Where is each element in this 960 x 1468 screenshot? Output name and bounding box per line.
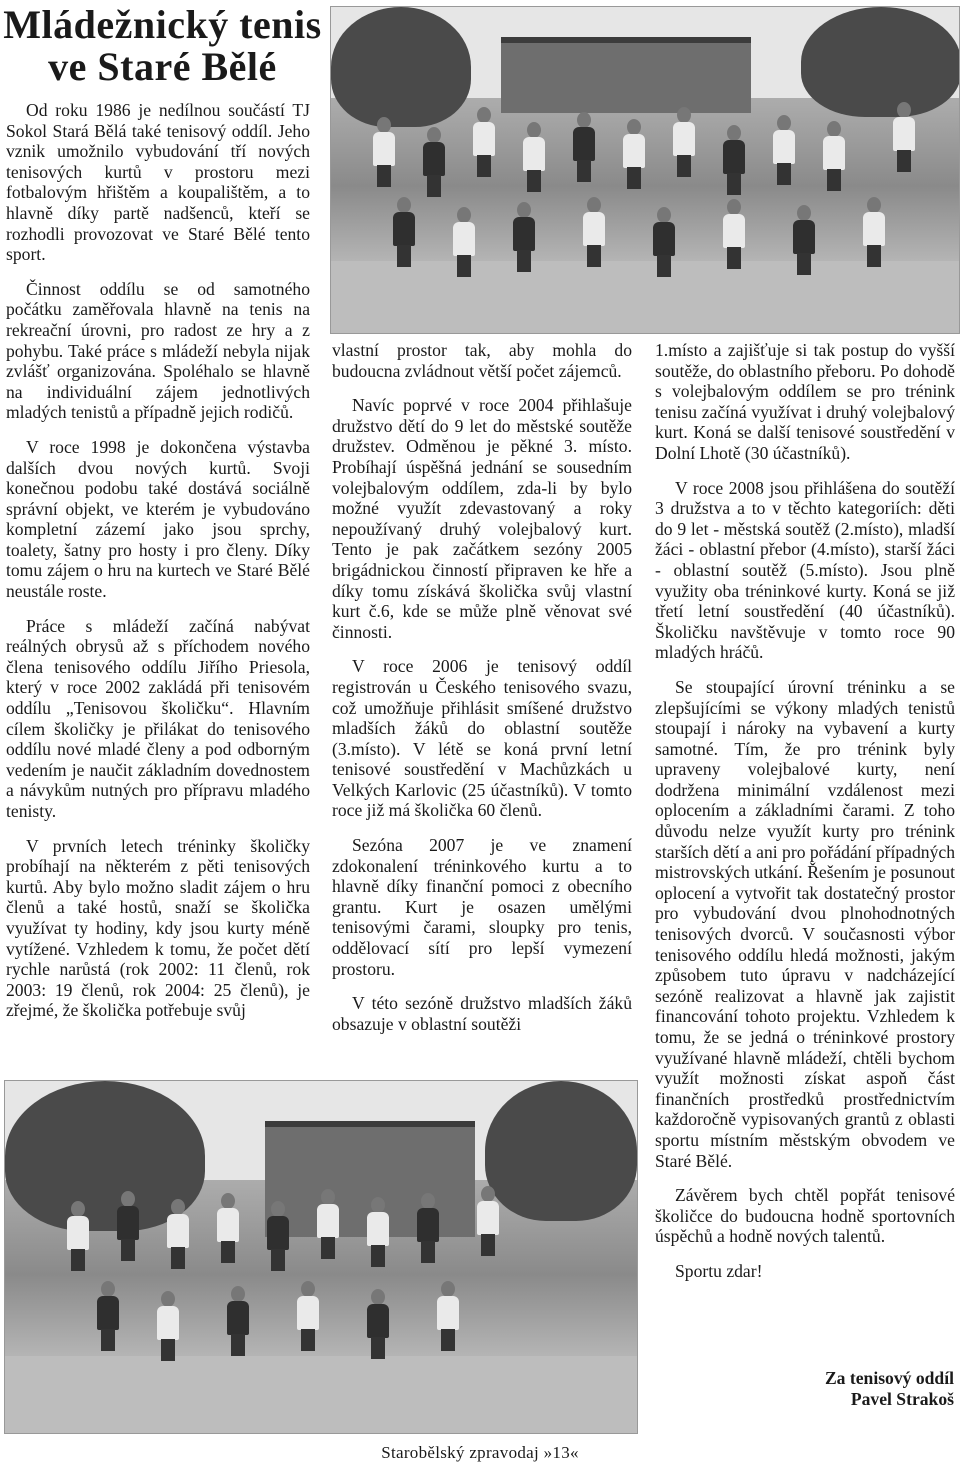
paragraph: Činnost oddílu se od samotného počátku zaměřovala hlavně na tenis na rekreační úrovni, pro radost ze hry a z pohybu. Také práce s mládeží nebyla nijak zvlášť organizována. Spoléhalo se hlavně na individuální zájem jednotlivých mladých tenistů a případně jejich rodičů. [6, 278, 310, 423]
paragraph: Se stoupající úrovní tréninku a se zlepšujícími se výkony mladých tenistů stoupají i nároky na vybavení a kurty samotné. Tím, že pro trénink byly upraveny volejbalové kurty, není dodržena minimální vzdálenost mezi oplocením a základními čarami. Z toho důvodu nelze využít kurty pro trénink starších dětí a ani pro pořádání případných mistrovských utkání. Řešením je posunout oplocení a vytvořit tak dostatečný prostor pro vybudování dvou plnohodnotných tenisových dvorců. V současnosti výbor tenisového oddílu hledá možnosti, jakým způsobem tuto úpravu v nadcházející sezóně realizovat a hlavně jak zajistit financování tohoto projektu. Vzhledem k tomu, že se jedná o tréninkové prostory využívané hlavně mládeží, chtěli bychom využít možnosti získat aspoň část finančních prostředků prostřednictvím každoročně vypisovaných grantů z oblasti sportu místním městským obvodem ve Staré Bělé. [655, 676, 955, 1171]
paragraph: vlastní prostor tak, aby mohla do budoucna zvládnout větší počet zájemců. [332, 340, 632, 381]
paragraph: V roce 2008 jsou přihlášena do soutěží 3 družstva a to v těchto kategoriích: děti do 9 let - městská soutěž (2.místo), mladší žáci - oblastní přebor (4.místo), starší žáci - oblastní soutěž (5.místo). Jsou plně využity oba tréninkové kurty. Koná se již třetí letní soustředění (40 účastníků). Školičku navštěvuje v tomto roce 90 mladých hráčů. [655, 477, 955, 663]
paragraph: V prvních letech tréninky školičky probíhají na některém z pěti tenisových kurtů. Aby bylo možno sladit zájem o hru členů a také hostů, snaží se školička využívat ty hodiny, kdy jsou kurty méně vytížené. Vzhledem k tomu, že počet dětí rychle narůstá (rok 2002: 11 členů, rok 2003: 19 členů, rok 2004: 25 členů), je zřejmé, že školička potřebuje svůj [6, 835, 310, 1021]
title-line-1: Mládežnický tenis [3, 2, 322, 47]
page-footer: Starobělský zpravodaj »13« [381, 1443, 579, 1462]
photo-group-bottom [4, 1080, 638, 1434]
paragraph: V této sezóně družstvo mladších žáků obsazuje v oblastní soutěži [332, 993, 632, 1034]
paragraph: V roce 1998 je dokončena výstavba dalších dvou nových kurtů. Svoji konečnou podobu také dostává sociálně správní objekt, ve kterém je vybudováno kompletní zázemí jako jsou sprchy, toalety, šatny pro hosty i pro členy. Díky tomu zájem o hru na kurtech ve Staré Bělé neustále roste. [6, 436, 310, 602]
column-2-text [332, 340, 632, 1048]
paragraph: 1.místo a zajišťuje si tak postup do vyšší soutěže, do oblastního přeboru. Po dohodě s volejbalovým oddílem se pro trénink tenisu začíná využívat i druhý volejbalový kurt. Koná se další tenisové soustředění v Dolní Lhotě (30 účastníků). [655, 340, 955, 463]
paragraph: Práce s mládeží začíná nabývat reálných obrysů až s příchodem nového člena tenisového oddílu Jiřího Priesola, který v roce 2002 zakládá při tenisovém oddílu „Tenisovou školičku“. Hlavním cílem školičky je přilákat do tenisového oddílu nové mladé členy a pod odborným vedením je naučit základním dovednostem a návykům nutných pro přípravu mladého tenisty. [6, 615, 310, 821]
paragraph: V roce 2006 je tenisový oddíl registrován u Českého tenisového svazu, což umožňuje přihlásit smíšené družstvo mladších žáků do oblastní soutěže (3.místo). V létě se koná první letní tenisové soustředění v Machůzkách u Velkých Karlovic (25 účastníků). V tomto roce již má školička 60 členů. [332, 656, 632, 821]
paragraph: Závěrem bych chtěl popřát tenisové školičce do budoucna hodně sportovních úspěchů a hodně nových talentů. [655, 1185, 955, 1247]
signature-line-2: Pavel Strakoš [850, 1389, 954, 1409]
closing-line: Sportu zdar! [675, 1260, 763, 1281]
photo-group-top [330, 6, 960, 334]
signature [825, 1368, 954, 1448]
article-title [0, 4, 325, 88]
signature-line-1: Za tenisový oddíl [824, 1368, 954, 1388]
column-3-text [655, 340, 955, 1296]
paragraph: Sezóna 2007 je ve znamení zdokonalení tréninkového kurtu a to hlavně díky finanční pomoci z obecního grantu. Kurt je osazen umělými tenisovými čarami, sloupky pro tenis, oddělovací sítí pro lepší vymezení prostoru. [332, 835, 632, 979]
paragraph: Od roku 1986 je nedílnou součástí TJ Sokol Stará Bělá také tenisový oddíl. Jeho vznik umožnilo vybudování tří nových tenisových kurtů v prostoru mezi fotbalovým hřištěm a koupalištěm, a to hlavně díky partě nadšenců, kteří se rozhodli provozovat ve Staré Bělé tento sport. [6, 100, 310, 265]
column-1-text [6, 100, 310, 1035]
paragraph: Navíc poprvé v roce 2004 přihlašuje družstvo dětí do 9 let do městské soutěže družstev. Odměnou je pěkné 3. místo. Probíhají úspěšná jednání se sousedním volejbalovým oddílem, zda-li by bylo možné využít zdevastovaný a roky nepoužívaný druhý volejbalový kurt. Tento je pak začátkem sezóny 2005 brigádnickou činností připraven ke hře a díky tomu získává školička svůj vlastní kurt č.6, kde se může plně věnovat své činnosti. [332, 395, 632, 642]
title-line-2: ve Staré Bělé [48, 44, 277, 89]
